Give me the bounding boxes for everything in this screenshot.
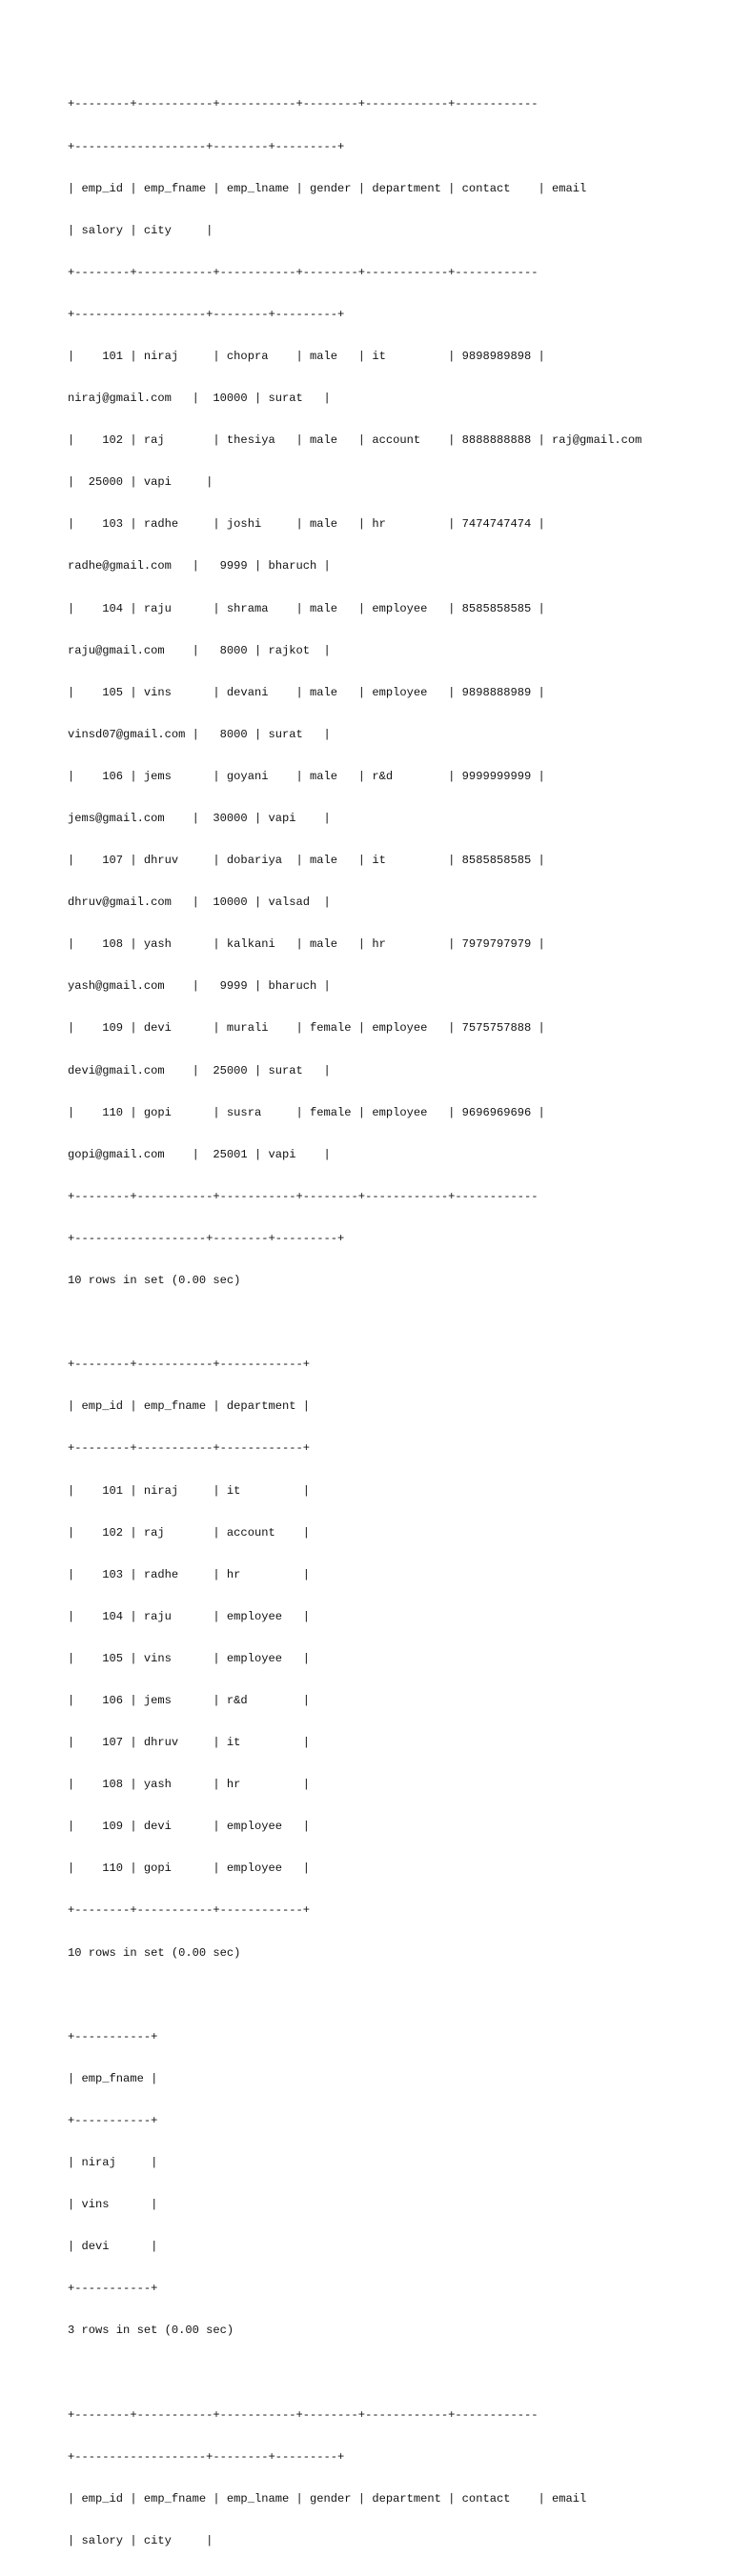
table-header-line: | emp_id | emp_fname | emp_lname | gender | department | contact | email <box>68 2491 587 2506</box>
table-border-line: +--------+-----------+-----------+--------+------------+------------ <box>68 97 539 111</box>
table-border-line: +-----------+ <box>68 2282 158 2296</box>
table-border-line: +-------------------+--------+---------+ <box>68 1231 345 1245</box>
employee-full-table <box>68 70 725 1316</box>
table-row-line: | niraj | <box>68 2156 158 2169</box>
table-row-line: | 104 | raju | employee | <box>68 1609 311 1623</box>
table-row-line: | 110 | gopi | susra | female | employee | 9696969696 | <box>68 1105 545 1119</box>
spacer <box>68 1988 725 2002</box>
table-row-line: | 109 | devi | employee | <box>68 1820 311 1834</box>
table-border-line: +-----------+ <box>68 2029 158 2043</box>
table-row-line: | 107 | dhruv | it | <box>68 1736 311 1750</box>
table-row-line: | 101 | niraj | chopra | male | it | 9898989898 | <box>68 349 545 363</box>
row-count-status: 10 rows in set (0.00 sec) <box>68 1274 241 1288</box>
table-row-line: | 108 | yash | hr | <box>68 1778 311 1792</box>
document-page <box>68 70 725 2576</box>
table-row-line: | vins | <box>68 2198 158 2212</box>
table-header-line: | salory | city | <box>68 223 214 237</box>
employee-fname-table <box>68 2002 725 2365</box>
table-border-line: +--------+-----------+-----------+--------+------------+------------ <box>68 2407 539 2422</box>
table-header-line: | emp_id | emp_fname | department | <box>68 1399 311 1414</box>
table-border-line: +--------+-----------+------------+ <box>68 1358 311 1372</box>
table-row-line: | 105 | vins | devani | male | employee | 9898888989 | <box>68 685 545 699</box>
table-header-line: | salory | city | <box>68 2533 214 2547</box>
table-row-line: jems@gmail.com | 30000 | vapi | <box>68 812 331 825</box>
table-row-line: | devi | <box>68 2240 158 2254</box>
table-row-line: niraj@gmail.com | 10000 | surat | <box>68 392 331 406</box>
table-row-line: | 102 | raj | account | <box>68 1525 311 1540</box>
table-row-line: | 102 | raj | thesiya | male | account | 8888888888 | raj@gmail.com <box>68 433 642 448</box>
row-count-status: 3 rows in set (0.00 sec) <box>68 2324 234 2338</box>
table-row-line: | 103 | radhe | hr | <box>68 1567 311 1581</box>
table-row-line: vinsd07@gmail.com | 8000 | surat | <box>68 727 331 741</box>
table-row-line: radhe@gmail.com | 9999 | bharuch | <box>68 559 331 574</box>
table-border-line: +-------------------+--------+---------+ <box>68 139 345 153</box>
table-border-line: +--------+-----------+-----------+--------+------------+------------ <box>68 265 539 279</box>
table-row-line: | 101 | niraj | it | <box>68 1483 311 1498</box>
table-row-line: | 103 | radhe | joshi | male | hr | 7474747474 | <box>68 517 545 532</box>
table-row-line: | 109 | devi | murali | female | employee | 7575757888 | <box>68 1021 545 1036</box>
row-count-status: 10 rows in set (0.00 sec) <box>68 1945 241 1960</box>
table-header-line: | emp_id | emp_fname | emp_lname | gender | department | contact | email <box>68 181 587 195</box>
table-row-line: | 106 | jems | r&d | <box>68 1693 311 1707</box>
table-border-line: +--------+-----------+------------+ <box>68 1903 311 1918</box>
table-row-line: devi@gmail.com | 25000 | surat | <box>68 1063 331 1077</box>
table-row-line: | 25000 | vapi | <box>68 475 214 490</box>
table-header-line: | emp_fname | <box>68 2071 158 2085</box>
table-row-line: gopi@gmail.com | 25001 | vapi | <box>68 1147 331 1161</box>
table-row-line: raju@gmail.com | 8000 | rajkot | <box>68 643 331 657</box>
spacer <box>68 1316 725 1330</box>
table-border-line: +-------------------+--------+---------+ <box>68 2449 345 2464</box>
spacer <box>68 2365 725 2380</box>
table-row-line: | 106 | jems | goyani | male | r&d | 9999999999 | <box>68 769 545 783</box>
table-row-line: dhruv@gmail.com | 10000 | valsad | <box>68 896 331 910</box>
table-row-line: | 105 | vins | employee | <box>68 1651 311 1665</box>
table-border-line: +--------+-----------+-----------+--------+------------+------------ <box>68 1189 539 1203</box>
table-border-line: +-----------+ <box>68 2113 158 2127</box>
table-border-line: +--------+-----------+------------+ <box>68 1441 311 1456</box>
employee-department-table <box>68 1330 725 1988</box>
table-row-line: | 110 | gopi | employee | <box>68 1862 311 1876</box>
table-row-line: | 104 | raju | shrama | male | employee | 8585858585 | <box>68 601 545 615</box>
table-row-line: yash@gmail.com | 9999 | bharuch | <box>68 979 331 994</box>
employee-full-table-repeat <box>68 2380 725 2576</box>
table-row-line: | 108 | yash | kalkani | male | hr | 7979797979 | <box>68 937 545 952</box>
table-border-line: +-------------------+--------+---------+ <box>68 307 345 321</box>
table-row-line: | 107 | dhruv | dobariya | male | it | 8585858585 | <box>68 854 545 868</box>
